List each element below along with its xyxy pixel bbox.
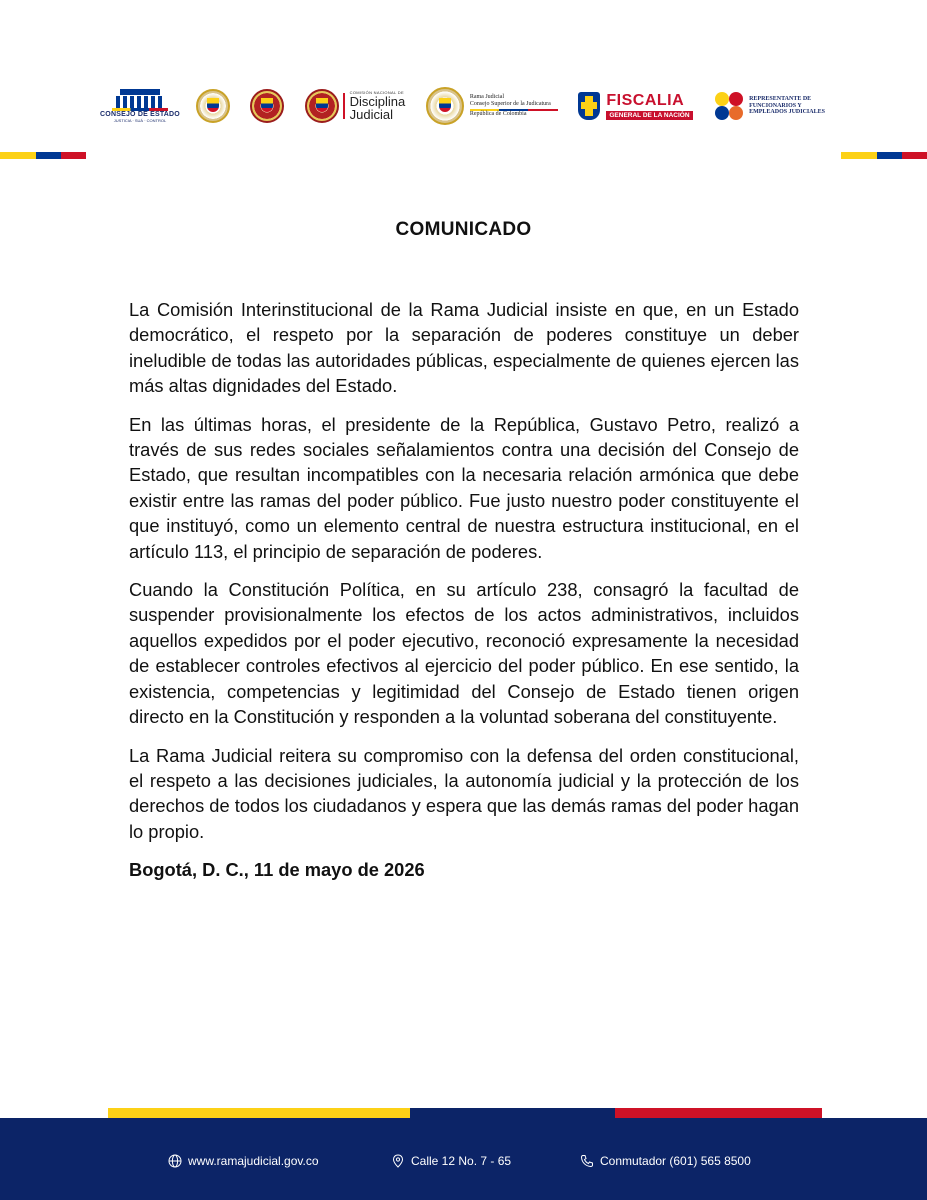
footer-contact-row: [0, 1154, 927, 1174]
footer-phone: [580, 1154, 751, 1168]
flag-stripe-right: [841, 152, 927, 159]
rama-judicial-line2: Consejo Superior de la Judicatura: [469, 100, 551, 107]
seal-icon: [196, 89, 230, 123]
fiscalia-logo: [578, 92, 692, 120]
footer-address: [391, 1154, 511, 1168]
representante-line2: FUNCIONARIOS Y: [749, 102, 802, 109]
disciplina-line1: COMISIÓN NACIONAL DE: [349, 90, 404, 95]
disciplina-line3: Judicial: [349, 107, 393, 122]
representante-logo: [713, 90, 825, 122]
consejo-de-estado-logo: [100, 89, 180, 123]
globe-icon: [168, 1154, 182, 1168]
rama-judicial-line3: República de Colombia: [469, 111, 527, 118]
fiscalia-sub: GENERAL DE LA NACIÓN: [606, 111, 692, 120]
hands-icon: [713, 90, 745, 122]
fiscalia-name: FISCALIA: [606, 91, 685, 109]
flag-stripe-left: [0, 152, 86, 159]
rama-judicial-line1: Rama Judicial: [469, 93, 504, 100]
paragraph-4: La Rama Judicial reitera su compromiso con la defensa del orden constitucional, el respeto a las decisiones judiciales, la autonomía judicial y la protección de los derechos de todos los ciudadanos y espera que las demás ramas del poder hagan lo propio.: [129, 744, 799, 842]
rama-judicial-logo: [426, 87, 558, 125]
paragraph-1: La Comisión Interinstitucional de la Rama Judicial insiste en que, en un Estado democrático, el respeto por la separación de poderes constituye un deber ineludible de todas las autoridades públicas, especialmente de quienes ejercen las más altas dignidades del Estado.: [129, 299, 799, 397]
coat-of-arms-seal-2: [250, 89, 284, 123]
document-body: [129, 297, 799, 896]
cross-shield-icon: [578, 92, 600, 120]
footer-address-text: Calle 12 No. 7 - 65: [411, 1154, 512, 1168]
document-title: COMUNICADO: [395, 219, 532, 240]
seal-icon: [305, 89, 339, 123]
consejo-de-estado-motto: JUSTICIA · SUÁ · CONTROL: [113, 118, 167, 123]
footer-phone-text: Conmutador (601) 565 8500: [600, 1154, 751, 1168]
coat-of-arms-seal-1: [196, 89, 230, 123]
footer-website[interactable]: [168, 1154, 319, 1168]
disciplina-judicial-logo: [305, 89, 406, 123]
representante-line1: REPRESENTANTE DE: [749, 96, 812, 103]
representante-line3: EMPLEADOS JUDICIALES: [749, 109, 825, 116]
seal-icon: [426, 87, 464, 125]
footer-website-text: www.ramajudicial.gov.co: [188, 1154, 319, 1168]
consejo-de-estado-name: CONSEJO DE ESTADO: [100, 111, 180, 118]
footer-flag-stripe: [0, 1108, 927, 1118]
phone-icon: [580, 1154, 594, 1168]
seal-icon: [250, 89, 284, 123]
header-logos: [100, 82, 825, 130]
building-icon: [110, 89, 170, 111]
date-line: Bogotá, D. C., 11 de mayo de 2026: [129, 859, 425, 881]
paragraph-3: Cuando la Constitución Política, en su artículo 238, consagró la facultad de suspender provisionalmente los efectos de los actos administrativos, incluidos aquellos expedidos por el poder ejecutivo, reconoció expresamente la necesidad de establecer controles efectivos al ejercicio del poder público. En ese sentido, la existencia, competencias y legitimidad del Consejo de Estado tienen origen directo en la Constitución y responden a la voluntad soberana del constituyente.: [129, 579, 799, 728]
disciplina-line2: Disciplina: [349, 94, 406, 109]
paragraph-2: En las últimas horas, el presidente de la República, Gustavo Petro, realizó a través de sus redes sociales señalamientos contra una decisión del Consejo de Estado, que resultan incompatibles con la necesaria relación armónica que debe existir entre las ramas del poder público. Fue justo nuestro poder constituyente el que instituyó, como un elemento central de nuestra estructura institucional, en el artículo 113, el principio de separación de poderes.: [129, 413, 799, 562]
location-pin-icon: [391, 1154, 405, 1168]
